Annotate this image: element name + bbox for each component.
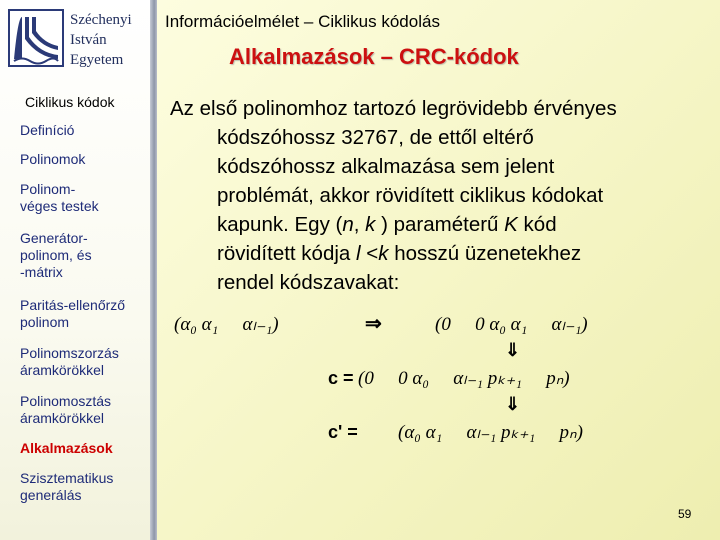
university-logo-icon (8, 9, 64, 67)
formula-row3-label: c' = (328, 422, 358, 442)
formula-row3-right: (α₀ α₁ ⃞ αₗ₋₁ pₖ₊₁ ⃞ pₙ) (398, 422, 583, 443)
formula-row1-left: (α₀ α₁ ⃞ αₗ₋₁) (174, 314, 279, 335)
nav-item-label: áramkörökkel (20, 362, 105, 378)
body-line-5: kapunk. Egy (n, k ) paraméterű K kód (217, 213, 557, 236)
university-name-line1: Széchenyi (70, 12, 132, 28)
nav-item-label: -mátrix (20, 264, 63, 280)
body-line-7: rendel kódszavakat: (217, 271, 400, 294)
formula-row1-right: (0 ⃞ 0 α₀ α₁ ⃞ αₗ₋₁) (435, 314, 588, 335)
university-name-line2: István (70, 32, 107, 48)
down-arrow-icon: ⇓ (505, 394, 521, 414)
body-line-1: Az első polinomhoz tartozó legrövidebb érvényes (170, 97, 617, 120)
crc-shortening-formula (160, 300, 720, 450)
nav-item-label: Polinomok (20, 151, 86, 167)
course-title: Információelmélet – Ciklikus kódolás (165, 12, 440, 31)
nav-item-label: generálás (20, 487, 82, 503)
body-line-4: problémát, akkor rövidített ciklikus kódokat (217, 184, 604, 207)
implies-arrow-icon: ⇒ (365, 313, 382, 335)
sidebar-divider (150, 0, 157, 540)
body-line-6: rövidített kódja l <k hosszú üzenetekhez (217, 242, 582, 265)
nav-item-polinom-veges-testek[interactable] (20, 181, 148, 215)
nav-item-label: Polinomszorzás (20, 345, 119, 361)
nav-item-label: Definíció (20, 122, 75, 138)
nav-item-polinomosztas[interactable] (20, 393, 148, 427)
university-name (70, 10, 150, 70)
nav-item-definicio[interactable] (20, 122, 148, 139)
nav-item-szisztematikus-generalas[interactable] (20, 470, 148, 504)
nav-item-paritas-ellenorzo-polinom[interactable] (20, 297, 148, 331)
nav-item-label: polinom (20, 314, 70, 330)
nav-item-label: Generátor- (20, 230, 88, 246)
formula-row2-right: (0 ⃞ 0 α₀ ⃞ αₗ₋₁ pₖ₊₁ ⃞ pₙ) (358, 368, 570, 389)
body-line-2: kódszóhossz 32767, de ettől eltérő (217, 126, 534, 149)
body-paragraph (170, 94, 710, 297)
nav-item-label: áramkörökkel (20, 410, 105, 426)
nav-item-polinomszorzas[interactable] (20, 345, 148, 379)
nav-item-label: Szisztematikus (20, 470, 114, 486)
slide-title: Alkalmazások – CRC-kódok (229, 44, 519, 69)
nav-item-ciklikus-kodok[interactable] (25, 94, 153, 111)
page-number: 59 (678, 507, 692, 521)
nav-item-label: Ciklikus kódok (25, 94, 115, 110)
nav-item-label: Paritás-ellenőrző (20, 297, 126, 313)
nav-item-generator-polinom[interactable] (20, 230, 148, 281)
university-name-line3: Egyetem (70, 52, 124, 68)
nav-item-label: véges testek (20, 198, 99, 214)
nav-item-label: polinom, és (20, 247, 92, 263)
nav-item-label: Alkalmazások (20, 440, 113, 456)
nav-item-polinomok[interactable] (20, 151, 148, 168)
down-arrow-icon: ⇓ (505, 340, 521, 360)
body-line-3: kódszóhossz alkalmazása sem jelent (217, 155, 555, 178)
nav-item-alkalmazasok[interactable] (20, 440, 148, 457)
formula-row2-label: c = (328, 368, 354, 388)
nav-item-label: Polinomosztás (20, 393, 112, 409)
nav-item-label: Polinom- (20, 181, 76, 197)
